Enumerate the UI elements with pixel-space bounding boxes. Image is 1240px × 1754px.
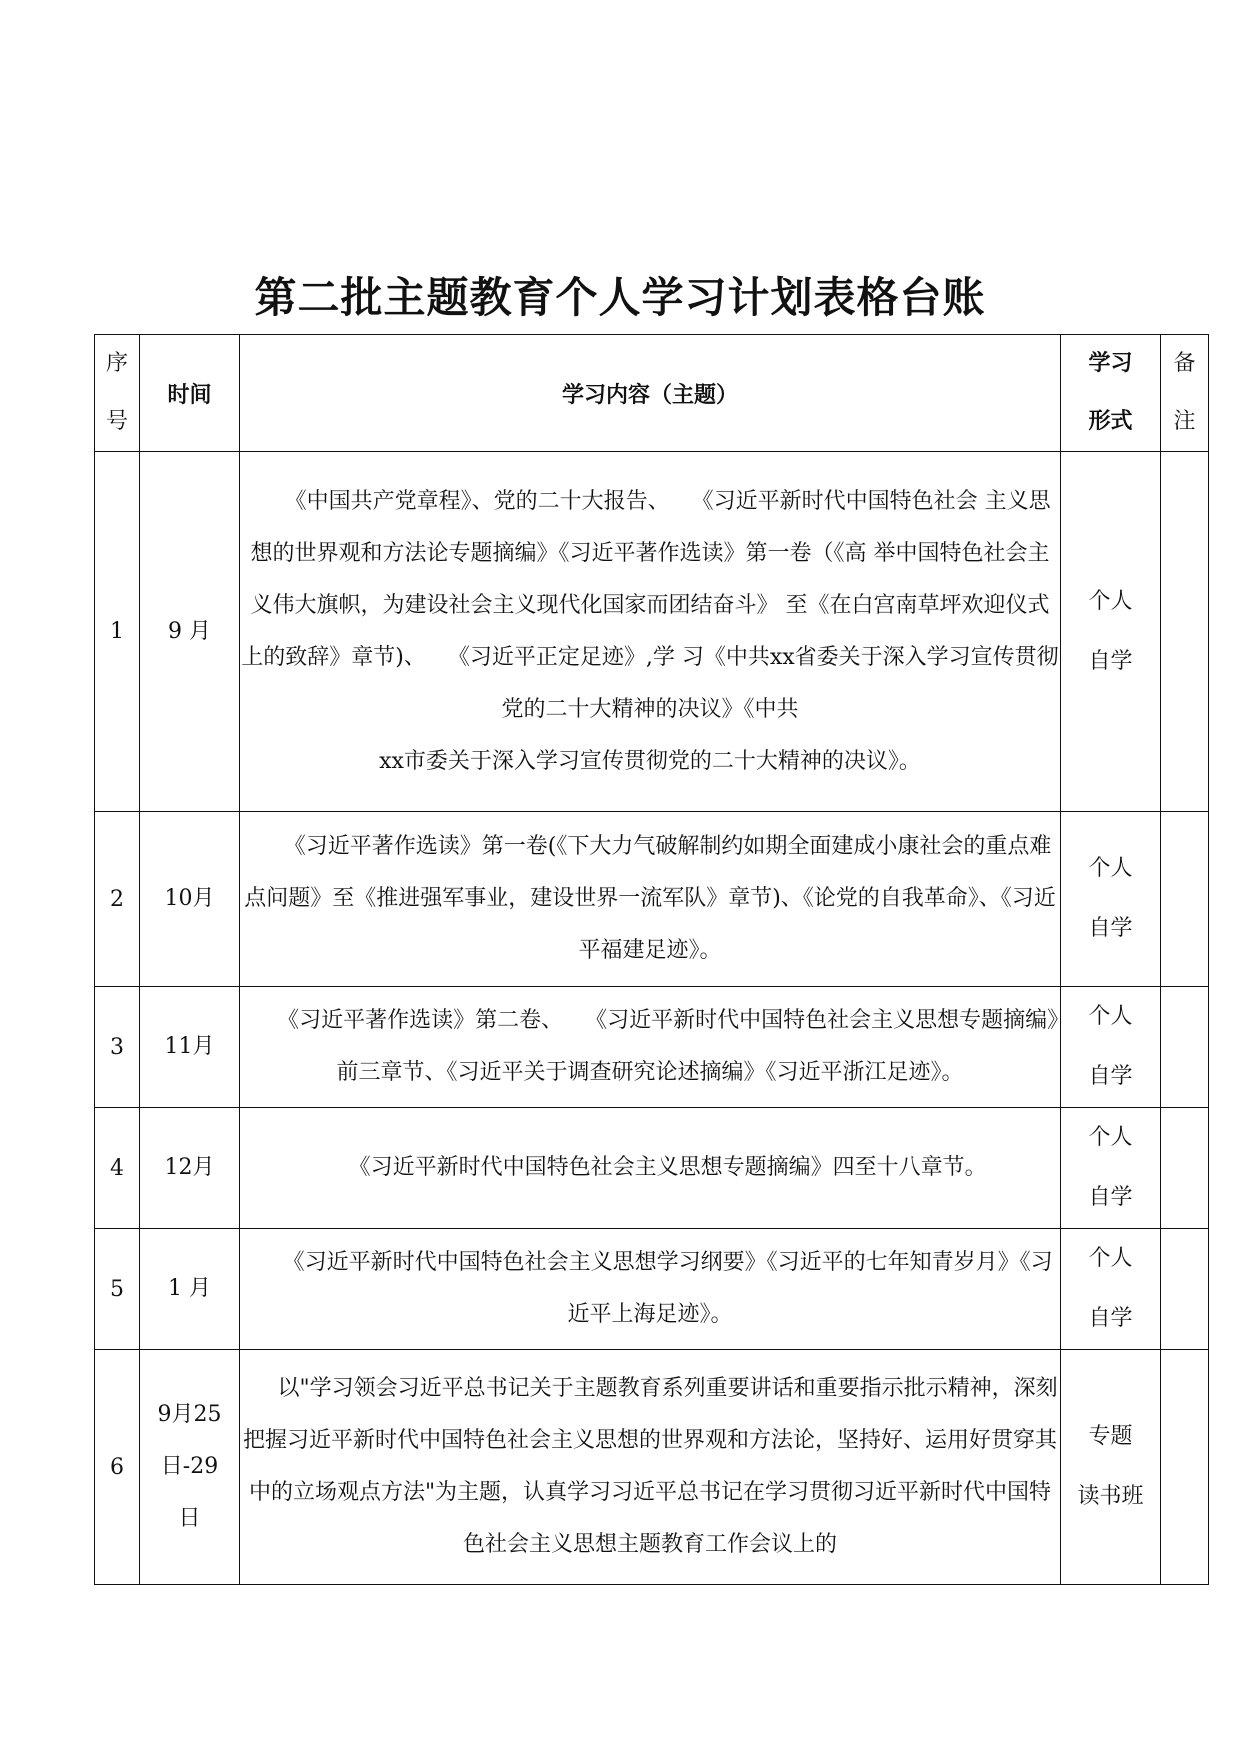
table-header-row bbox=[95, 335, 1209, 452]
table-row bbox=[95, 452, 1209, 812]
row-content: 《习近平著作选读》第一卷(《下大力气破解制约如期全面建成小康社会的重点难点问题》至《推进强军事业，建设世界一流军队》章节)、《论党的自我革命》、《习近平福建足迹》。 bbox=[240, 812, 1061, 987]
table-row bbox=[95, 987, 1209, 1108]
row-form: 个人 自学 bbox=[1061, 812, 1161, 987]
row-no: 2 bbox=[95, 812, 140, 987]
page-title: 第二批主题教育个人学习计划表格台账 bbox=[254, 273, 986, 322]
row-no: 5 bbox=[95, 1229, 140, 1350]
row-content: 《习近平新时代中国特色社会主义思想学习纲要》《习近平的七年知青岁月》《习近平上海足迹》。 bbox=[240, 1229, 1061, 1350]
row-form: 专题 读书班 bbox=[1061, 1350, 1161, 1585]
table-row bbox=[95, 1350, 1209, 1585]
header-no: 序 号 bbox=[95, 335, 140, 452]
row-form: 个人 自学 bbox=[1061, 1229, 1161, 1350]
row-time: 9 月 bbox=[140, 452, 240, 812]
row-time: 1 月 bbox=[140, 1229, 240, 1350]
row-no: 3 bbox=[95, 987, 140, 1108]
table-row bbox=[95, 812, 1209, 987]
row-form: 个人 自学 bbox=[1061, 987, 1161, 1108]
header-time: 时间 bbox=[140, 335, 240, 452]
row-note bbox=[1161, 1229, 1209, 1350]
row-content: 《中国共产党章程》、党的二十大报告、 《习近平新时代中国特色社会 主义思想的世界观和方法论专题摘编》《习近平著作选读》第一卷（《高 举中国特色社会主义伟大旗帜，为建设社会主义现代化国家而团结奋斗》 至《在白宫南草坪欢迎仪式上的致辞》章节)、 《习近平正定足迹》,学 习《中共xx省委关于深入学习宣传贯彻党的二十大精神的决议》《中共 xx市委关于深入学习宣传贯彻党的二十大精神的决议》。 bbox=[240, 452, 1061, 812]
row-time: 11月 bbox=[140, 987, 240, 1108]
header-content: 学习内容（主题） bbox=[240, 335, 1061, 452]
header-form: 学习 形式 bbox=[1061, 335, 1161, 452]
row-note bbox=[1161, 1350, 1209, 1585]
row-note bbox=[1161, 1108, 1209, 1229]
row-form: 个人 自学 bbox=[1061, 1108, 1161, 1229]
study-plan-table bbox=[94, 334, 1209, 1585]
row-note bbox=[1161, 812, 1209, 987]
row-content: 以"学习领会习近平总书记关于主题教育系列重要讲话和重要指示批示精神，深刻把握习近平新时代中国特色社会主义思想的世界观和方法论，坚持好、运用好贯穿其中的立场观点方法"为主题，认真学习习近平总书记在学习贯彻习近平新时代中国特色社会主义思想主题教育工作会议上的 bbox=[240, 1350, 1061, 1585]
row-form: 个人 自学 bbox=[1061, 452, 1161, 812]
header-note: 备 注 bbox=[1161, 335, 1209, 452]
row-content: 《习近平著作选读》第二卷、 《习近平新时代中国特色社会主义思想专题摘编》前三章节、《习近平关于调查研究论述摘编》《习近平浙江足迹》。 bbox=[240, 987, 1061, 1108]
table-row bbox=[95, 1108, 1209, 1229]
row-content: 《习近平新时代中国特色社会主义思想专题摘编》四至十八章节。 bbox=[240, 1108, 1061, 1229]
row-no: 4 bbox=[95, 1108, 140, 1229]
row-no: 6 bbox=[95, 1350, 140, 1585]
row-time: 9月25 日-29 日 bbox=[140, 1350, 240, 1585]
row-note bbox=[1161, 452, 1209, 812]
row-no: 1 bbox=[95, 452, 140, 812]
table-row bbox=[95, 1229, 1209, 1350]
row-time: 10月 bbox=[140, 812, 240, 987]
row-time: 12月 bbox=[140, 1108, 240, 1229]
row-note bbox=[1161, 987, 1209, 1108]
